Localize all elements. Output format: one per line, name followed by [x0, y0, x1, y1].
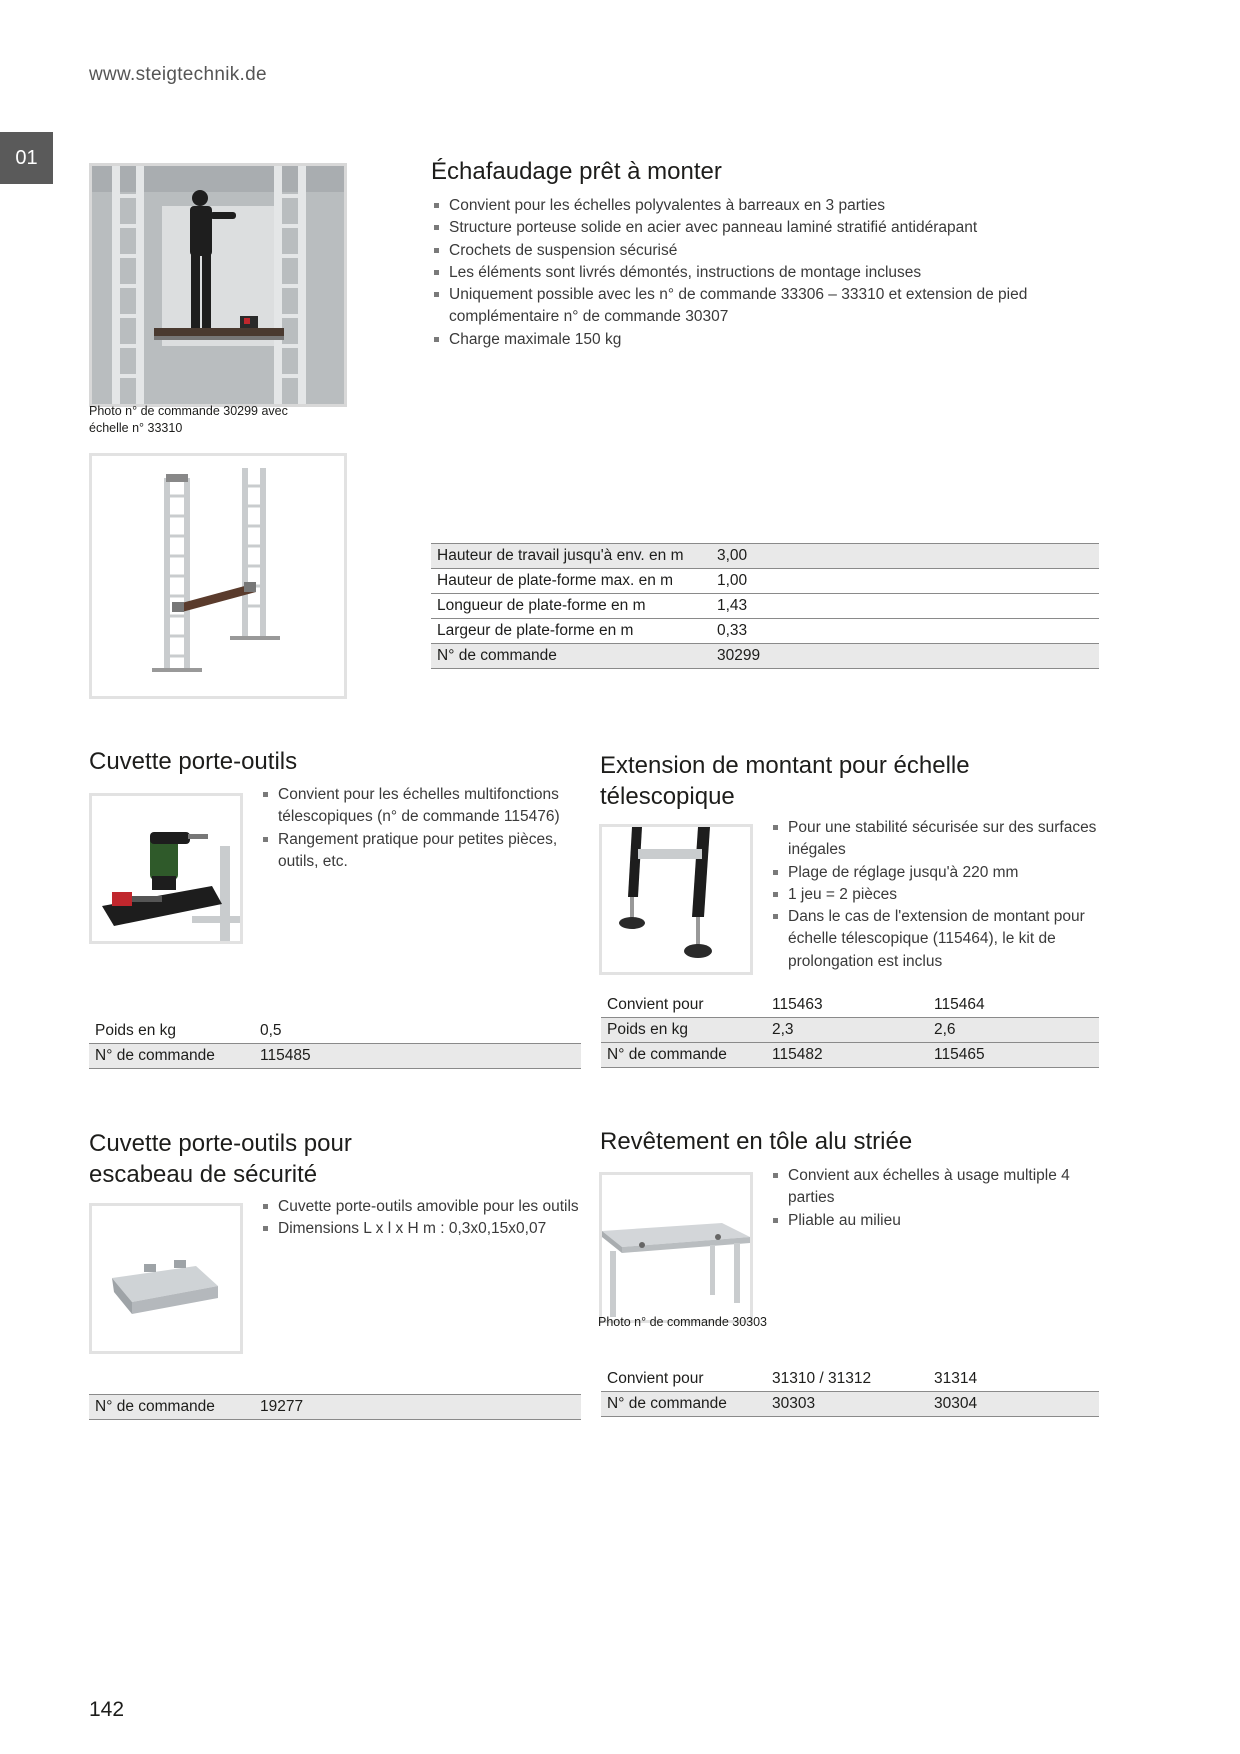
spec-row	[601, 1392, 1099, 1417]
spec-label: N° de commande	[601, 1043, 766, 1068]
spec-table-tool-tray-stepladder	[89, 1394, 581, 1420]
feature-item: Convient pour les échelles multifonctions télescopiques (n° de commande 115476)	[260, 784, 580, 829]
feature-item: Structure porteuse solide en acier avec panneau laminé stratifié antidérapant	[431, 217, 1101, 239]
spec-value: 115482	[766, 1043, 928, 1068]
feature-item: 1 jeu = 2 pièces	[770, 884, 1100, 906]
feature-list-tool-tray-stepladder	[260, 1196, 580, 1241]
spec-label: N° de commande	[89, 1044, 254, 1069]
spec-label: Longueur de plate-forme en m	[431, 594, 711, 619]
stepladder-tray-photo	[89, 1203, 243, 1354]
spec-value: 115464	[928, 993, 1099, 1018]
spec-row	[601, 993, 1099, 1018]
spec-label: Convient pour	[601, 1367, 766, 1392]
spec-row	[601, 1043, 1099, 1068]
website-url: www.steigtechnik.de	[89, 64, 267, 85]
feature-item: Les éléments sont livrés démontés, instructions de montage incluses	[431, 262, 1101, 284]
feature-item: Plage de réglage jusqu'à 220 mm	[770, 862, 1100, 884]
caption-line: échelle n° 33310	[89, 421, 183, 435]
spec-value: 31314	[928, 1367, 1099, 1392]
spec-value: 115463	[766, 993, 928, 1018]
spec-value: 31310 / 31312	[766, 1367, 928, 1392]
scaffold-in-use-photo	[89, 163, 347, 407]
spec-value: 30303	[766, 1392, 928, 1417]
spec-row	[431, 544, 1099, 569]
spec-label: Hauteur de travail jusqu'à env. en m	[431, 544, 711, 569]
spec-value: 0,33	[711, 619, 1099, 644]
spec-value: 19277	[254, 1395, 581, 1420]
spec-row	[431, 594, 1099, 619]
scaffold-product-photo	[89, 453, 347, 699]
spec-label: Convient pour	[601, 993, 766, 1018]
spec-row	[89, 1395, 581, 1420]
feature-item: Convient aux échelles à usage multiple 4 parties	[770, 1165, 1100, 1210]
feature-item: Cuvette porte-outils amovible pour les outils	[260, 1196, 580, 1218]
section-title-tool-tray: Cuvette porte-outils	[89, 748, 298, 775]
photo-caption-30299	[89, 403, 329, 437]
spec-row	[89, 1044, 581, 1069]
spec-value: 0,5	[254, 1019, 581, 1044]
spec-table-scaffold	[431, 543, 1099, 669]
spec-table-tool-tray	[89, 1019, 581, 1069]
spec-value: 115485	[254, 1044, 581, 1069]
title-line: Cuvette porte-outils pour	[89, 1130, 352, 1157]
aluminium-plate-illustration	[602, 1175, 750, 1320]
spec-value: 3,00	[711, 544, 1099, 569]
spec-label: Hauteur de plate-forme max. en m	[431, 569, 711, 594]
aluminium-plate-photo	[599, 1172, 753, 1323]
spec-label: Poids en kg	[89, 1019, 254, 1044]
photo-caption-30303: Photo n° de commande 30303	[598, 1315, 768, 1329]
scaffold-in-use-illustration	[92, 166, 344, 404]
section-title-aluminium-plate: Revêtement en tôle alu striée	[600, 1128, 913, 1155]
feature-item: Crochets de suspension sécurisé	[431, 240, 1101, 262]
leg-extension-photo	[599, 824, 753, 975]
feature-item: Uniquement possible avec les n° de commande 33306 – 33310 et extension de pied complémentaire n° de commande 30307	[431, 284, 1089, 329]
spec-value: 1,00	[711, 569, 1099, 594]
spec-row	[431, 619, 1099, 644]
spec-value: 30299	[711, 644, 1099, 669]
spec-row	[431, 644, 1099, 669]
spec-label: N° de commande	[601, 1392, 766, 1417]
spec-label: Poids en kg	[601, 1018, 766, 1043]
spec-table-aluminium-plate	[601, 1367, 1099, 1417]
feature-list-leg-extension	[770, 817, 1100, 973]
section-title-leg-extension	[600, 750, 970, 812]
spec-label: Largeur de plate-forme en m	[431, 619, 711, 644]
feature-list-tool-tray	[260, 784, 580, 873]
tool-tray-photo	[89, 793, 243, 944]
spec-label: N° de commande	[431, 644, 711, 669]
feature-item: Convient pour les échelles polyvalentes à barreaux en 3 parties	[431, 195, 1101, 217]
feature-item: Pour une stabilité sécurisée sur des surfaces inégales	[770, 817, 1100, 862]
section-title-tool-tray-stepladder	[89, 1128, 352, 1190]
spec-row	[431, 569, 1099, 594]
spec-value: 30304	[928, 1392, 1099, 1417]
spec-value: 115465	[928, 1043, 1099, 1068]
spec-label: N° de commande	[89, 1395, 254, 1420]
spec-row	[601, 1367, 1099, 1392]
chapter-tab: 01	[0, 132, 53, 184]
feature-list-aluminium-plate	[770, 1165, 1100, 1232]
stepladder-tray-illustration	[92, 1206, 240, 1351]
spec-row	[601, 1018, 1099, 1043]
spec-table-leg-extension	[601, 993, 1099, 1068]
feature-item: Rangement pratique pour petites pièces, outils, etc.	[260, 829, 580, 874]
spec-row	[89, 1019, 581, 1044]
caption-line: Photo n° de commande 30299 avec	[89, 404, 288, 418]
title-line: Extension de montant pour échelle	[600, 752, 970, 779]
feature-item: Charge maximale 150 kg	[431, 329, 1101, 351]
feature-item: Pliable au milieu	[770, 1210, 1100, 1232]
scaffold-product-illustration	[92, 456, 344, 696]
title-line: télescopique	[600, 783, 735, 810]
feature-item: Dans le cas de l'extension de montant pour échelle télescopique (115464), le kit de prolongation est inclus	[770, 906, 1100, 973]
spec-value: 2,3	[766, 1018, 928, 1043]
feature-item: Dimensions L x l x H m : 0,3x0,15x0,07	[260, 1218, 580, 1240]
leg-extension-illustration	[602, 827, 750, 972]
section-title-scaffold: Échafaudage prêt à monter	[431, 158, 722, 185]
page-number: 142	[89, 1698, 125, 1721]
spec-value: 1,43	[711, 594, 1099, 619]
feature-list-scaffold	[431, 195, 1101, 351]
tool-tray-illustration	[92, 796, 240, 941]
title-line: escabeau de sécurité	[89, 1161, 318, 1188]
spec-value: 2,6	[928, 1018, 1099, 1043]
